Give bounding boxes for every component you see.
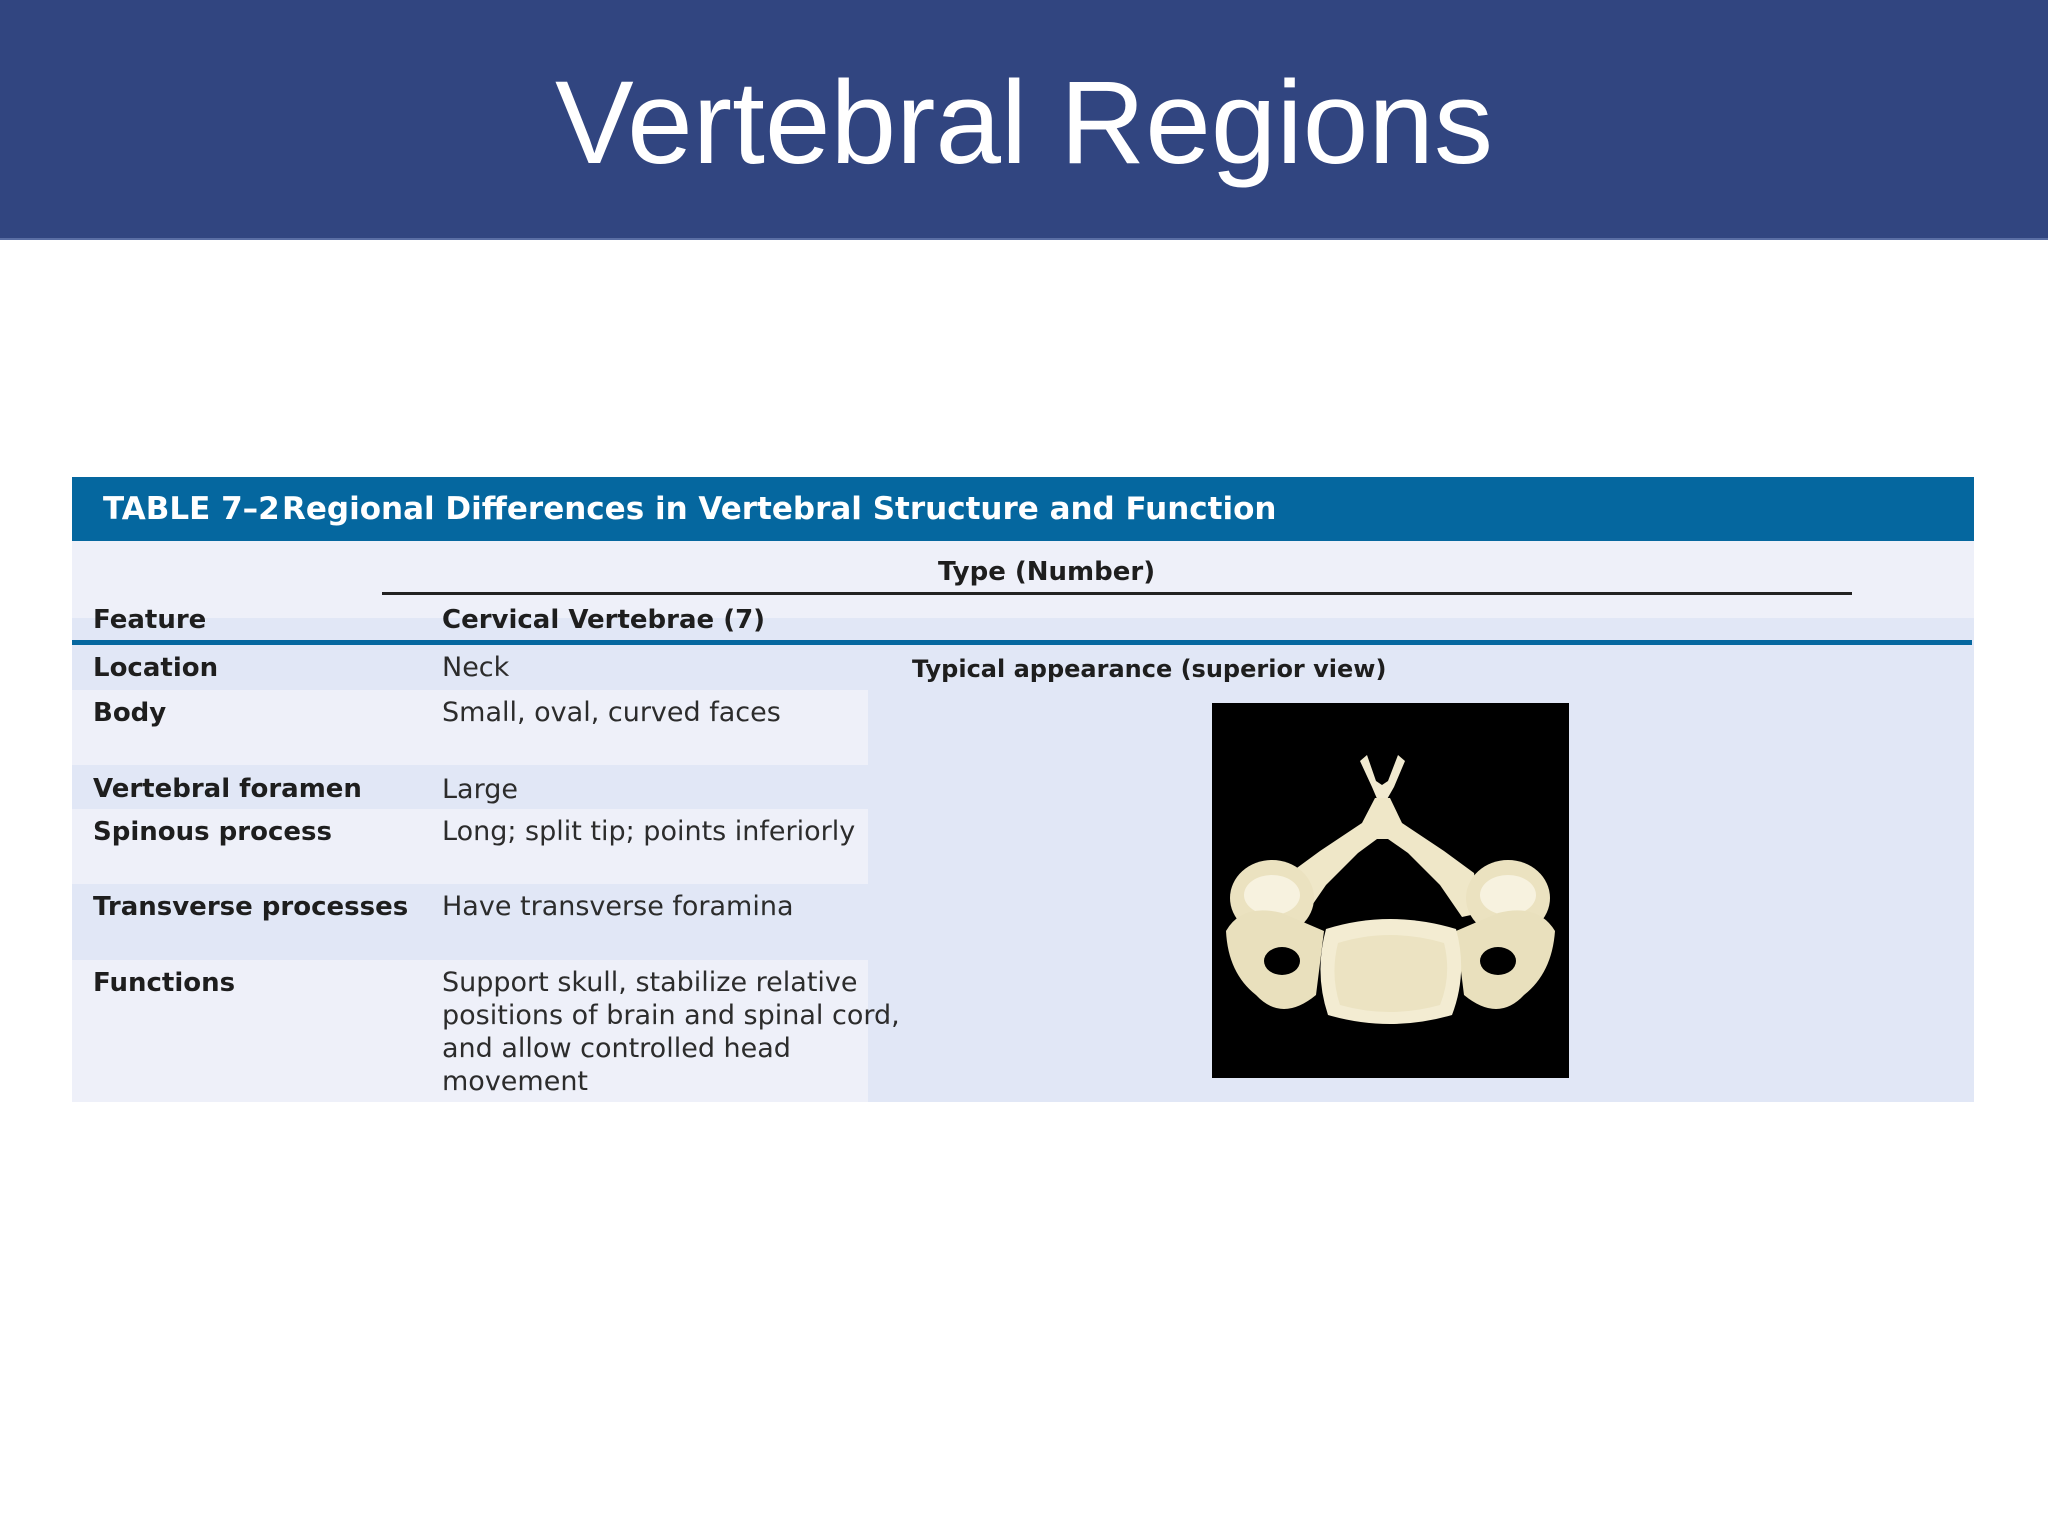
table-row	[72, 765, 868, 809]
group-header-rule	[382, 592, 1852, 595]
table-row	[72, 960, 900, 1102]
table-row	[72, 809, 868, 884]
row-value-line: and allow controlled head	[442, 1033, 791, 1064]
row-value-line: Neck	[442, 652, 510, 683]
feature-header: Feature	[93, 605, 207, 635]
row-value-line: Long; split tip; points inferiorly	[442, 816, 856, 847]
row-value-line: positions of brain and spinal cord,	[442, 1000, 900, 1031]
row-value-line: Large	[442, 774, 518, 805]
cervical-column-header: Cervical Vertebrae (7)	[442, 605, 766, 635]
table-row	[72, 690, 868, 765]
row-feature: Functions	[93, 968, 236, 998]
table-caption: Regional Differences in Vertebral Structure and Function	[282, 491, 1277, 527]
table-row	[72, 645, 868, 690]
table-header-bar	[72, 477, 1974, 541]
vertebral-table	[72, 477, 1974, 1102]
slide-title: Vertebral Regions	[554, 57, 1493, 189]
title-bar	[0, 0, 2048, 240]
table-number: TABLE 7–2	[103, 491, 280, 527]
row-feature: Location	[93, 653, 219, 683]
row-feature: Transverse processes	[93, 892, 409, 922]
row-value-line: Have transverse foramina	[442, 891, 794, 922]
appearance-label: Typical appearance (superior view)	[912, 655, 1387, 683]
cervical-vertebra-image	[1212, 703, 1569, 1078]
row-feature: Spinous process	[93, 817, 332, 847]
row-feature: Vertebral foramen	[93, 774, 362, 804]
row-value-line: movement	[442, 1066, 589, 1097]
vertebra-illustration	[1212, 703, 1569, 1078]
row-feature: Body	[93, 698, 167, 728]
table-row	[72, 884, 868, 960]
group-header: Type (Number)	[938, 557, 1156, 587]
row-value-line: Small, oval, curved faces	[442, 697, 781, 728]
row-value-line: Support skull, stabilize relative	[442, 967, 858, 998]
